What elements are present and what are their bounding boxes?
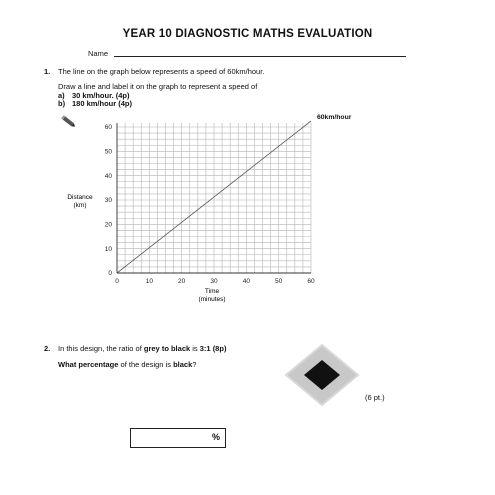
q2-text-plain2: is: [190, 344, 200, 353]
x-axis-label: Time: [204, 288, 220, 295]
part-a-label: a): [58, 91, 65, 100]
answer-input-box[interactable]: [130, 428, 226, 448]
x-tick-label: 0: [115, 278, 119, 285]
q2-text-plain: In this design, the ratio of: [58, 344, 144, 353]
y-tick-label: 0: [108, 270, 112, 278]
chart-series: [117, 114, 352, 273]
x-tick-label: 10: [145, 278, 153, 285]
x-tick-label: 40: [242, 278, 250, 285]
question-2-number: 2.: [44, 344, 51, 353]
y-tick-label: 20: [104, 221, 112, 229]
question-1-instruction: Draw a line and label it on the graph to represent a speed of: [58, 82, 258, 91]
question-1-number: 1.: [44, 67, 51, 76]
y-tick-label: 60: [104, 124, 112, 132]
x-tick-label: 20: [178, 278, 186, 285]
y-axis-label-unit: (km): [73, 202, 87, 209]
q2-prompt-rest: of the design is: [118, 360, 174, 369]
x-tick-label: 60: [307, 278, 315, 285]
series-label: 60km/hour: [317, 114, 352, 121]
y-axis-label: Distance: [67, 194, 93, 201]
question-1-text: The line on the graph below represents a speed of 60km/hour.: [58, 67, 265, 76]
q2-text-bold: grey to black: [143, 344, 191, 353]
name-label: Name: [88, 49, 109, 58]
pencil-icon: [61, 115, 76, 128]
percent-sign: %: [211, 432, 220, 442]
y-tick-label: 10: [104, 245, 112, 253]
y-tick-label: 50: [104, 148, 112, 156]
y-tick-label: 30: [104, 197, 112, 205]
x-tick-label: 50: [275, 278, 283, 285]
q2-text-ratio: 3:1 (8p): [199, 344, 227, 353]
question-2-text: [58, 344, 226, 353]
part-b-label: b): [58, 99, 66, 108]
x-tick-label: 30: [210, 278, 218, 285]
ratio-design: [286, 345, 358, 405]
page-title: YEAR 10 DIAGNOSTIC MATHS EVALUATION: [122, 28, 373, 40]
x-axis-label-unit: (minutes): [198, 296, 226, 303]
q2-prompt-bold: black: [173, 360, 193, 369]
y-tick-label: 40: [104, 172, 112, 180]
part-a-text: 30 km/hour. (4p): [72, 91, 130, 100]
question-2-prompt: [58, 360, 196, 369]
question-2-points: (6 pt.): [365, 393, 385, 402]
part-b-text: 180 km/hour (4p): [72, 99, 133, 108]
q2-prompt-end: ?: [192, 360, 197, 369]
q2-prompt-start: What percentage: [58, 360, 119, 369]
